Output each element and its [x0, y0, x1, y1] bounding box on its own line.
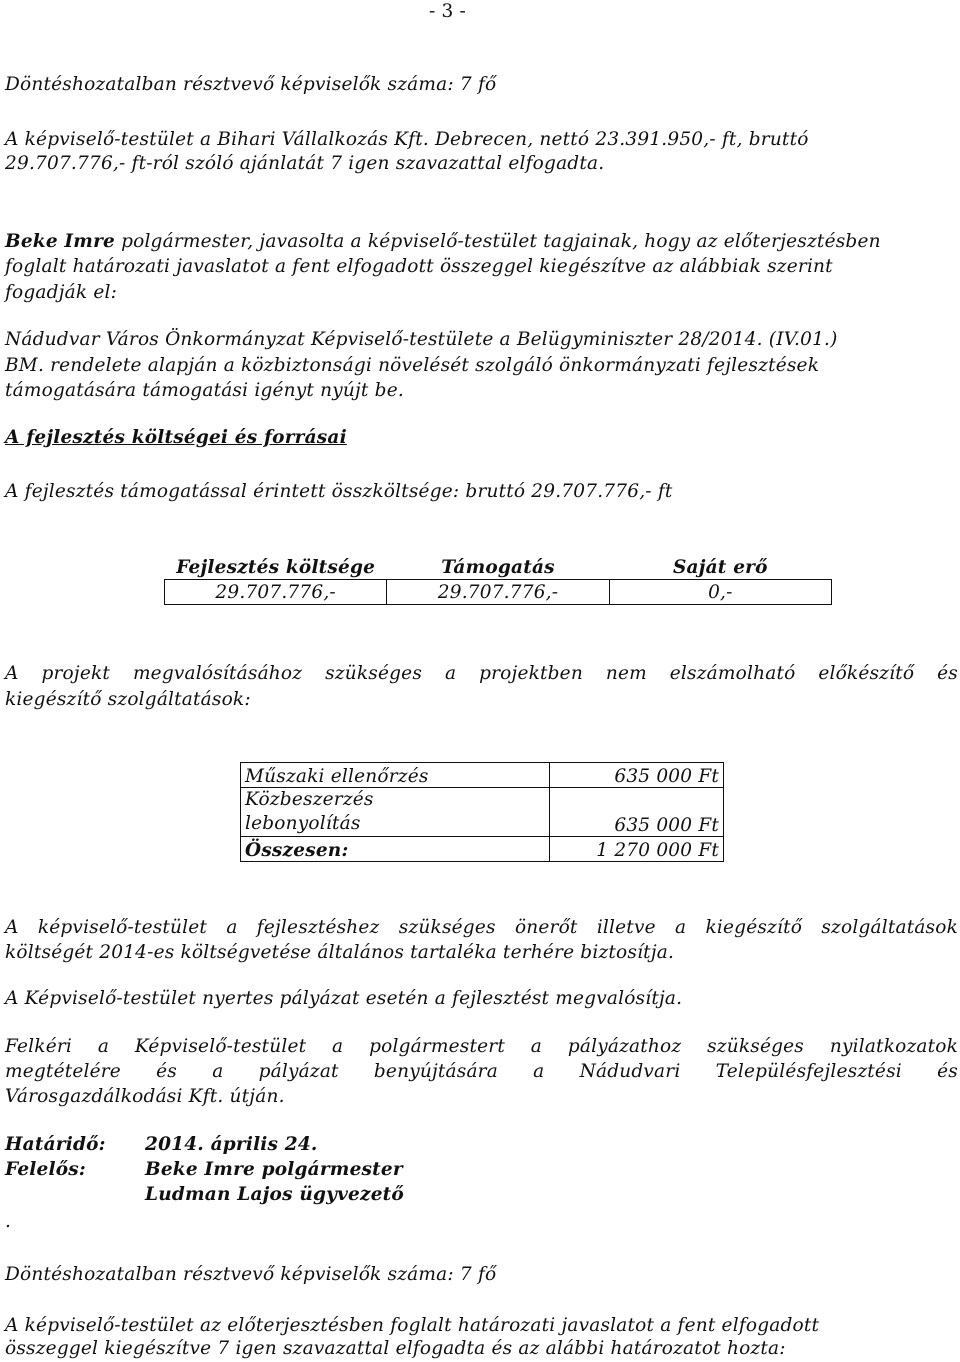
cost-header-support: Támogatás	[387, 555, 609, 580]
services-total-amount: 1 270 000 Ft	[549, 837, 723, 862]
word: kiegészítő	[705, 917, 803, 938]
word: a	[530, 1036, 542, 1057]
word: előkészítő	[818, 663, 915, 684]
service-label	[241, 788, 550, 837]
dot: .	[5, 1211, 12, 1232]
services-total-row	[241, 837, 724, 862]
service-label-part-1: Közbeszerzés	[245, 789, 374, 810]
services-row	[241, 763, 724, 788]
mayor-name: Beke Imre	[5, 231, 115, 252]
word: és	[156, 1061, 177, 1082]
word: megvalósításához	[132, 663, 303, 684]
page-number: - 3 -	[428, 1, 467, 22]
word: nem	[605, 663, 647, 684]
service-amount: 635 000 Ft	[549, 788, 723, 837]
word: polgármestert	[369, 1036, 505, 1057]
services-total-label: Összesen:	[241, 837, 550, 862]
responsible-label: Felelős:	[5, 1159, 86, 1180]
reserve-line-1	[5, 916, 958, 940]
cost-header-own-contribution: Saját erő	[609, 555, 831, 580]
word: benyújtására	[373, 1061, 498, 1082]
responsible-value-2: Ludman Lajos ügyvezető	[145, 1184, 404, 1205]
services-table	[240, 762, 724, 862]
costs-heading: A fejlesztés költségei és forrásai	[5, 427, 347, 448]
word: Nádudvari	[579, 1061, 681, 1082]
service-amount: 635 000 Ft	[549, 763, 723, 788]
request-line-2	[5, 1060, 958, 1084]
word: Felkéri	[5, 1036, 73, 1057]
word: szükséges	[325, 663, 423, 684]
vote-count-line: Döntéshozatalban résztvevő képviselők száma: 7 fő	[5, 74, 497, 95]
word: A	[5, 663, 19, 684]
word: szükséges	[707, 1036, 805, 1057]
proposal-line-1-rest: polgármester, javasolta a képviselő-testület tagjainak, hogy az előterjesztésben	[114, 231, 881, 252]
final-line-1: A képviselő-testület az előterjesztésben foglalt határozati javaslatot a fent elfogadott	[5, 1315, 820, 1336]
offer-line-1: A képviselő-testület a Bihari Vállalkozás Kft. Debrecen, nettó 23.391.950,- ft, bruttó	[5, 129, 809, 150]
word: a	[332, 1036, 344, 1057]
final-line-2: összeggel kiegészítve 7 igen szavazattal elfogadta és az alábbi határozatot hozta:	[5, 1338, 786, 1359]
service-label-part-2: lebonyolítás	[245, 813, 361, 834]
cost-value-development-cost: 29.707.776,-	[165, 580, 387, 605]
deadline-label: Határidő:	[5, 1134, 106, 1155]
word: fejlesztéshez	[256, 917, 380, 938]
word: pályázat	[258, 1061, 339, 1082]
cost-value-own-contribution: 0,-	[609, 580, 831, 605]
reserve-line-2: költségét 2014-es költségvetése általános tartaléka terhére biztosítja.	[5, 942, 675, 963]
proposal-line-3: fogadják el:	[5, 282, 118, 303]
word: a	[533, 1061, 545, 1082]
services-row	[241, 788, 724, 837]
word: Képviselő-testület	[134, 1036, 307, 1057]
word: a	[675, 917, 687, 938]
word: projekt	[41, 663, 111, 684]
word: a	[212, 1061, 224, 1082]
word: Településfejlesztési	[715, 1061, 902, 1082]
word: és	[937, 1061, 958, 1082]
offer-line-2: 29.707.776,- ft-ról szóló ajánlatát 7 igen szavazattal elfogadta.	[5, 153, 605, 174]
proposal-line-1	[5, 230, 881, 254]
word: illetve	[596, 917, 656, 938]
cost-value-support: 29.707.776,-	[387, 580, 609, 605]
word: a	[226, 917, 238, 938]
resolution-line-3: támogatására támogatási igényt nyújt be.	[5, 380, 404, 401]
project-line-1	[5, 662, 958, 686]
word: A	[5, 917, 19, 938]
service-label: Műszaki ellenőrzés	[241, 763, 550, 788]
word: a	[97, 1036, 110, 1057]
total-cost-line: A fejlesztés támogatással érintett összköltsége: bruttó 29.707.776,- ft	[5, 481, 673, 502]
deadline-value: 2014. április 24.	[145, 1134, 318, 1155]
cost-table	[164, 555, 832, 605]
word: megtételére	[5, 1061, 121, 1082]
word: nyilatkozatok	[829, 1036, 958, 1057]
word: pályázathoz	[567, 1036, 682, 1057]
cost-header-development-cost: Fejlesztés költsége	[165, 555, 387, 580]
cost-table-header-row	[165, 555, 832, 580]
project-line-2: kiegészítő szolgáltatások:	[5, 689, 251, 710]
word: projektben	[479, 663, 583, 684]
word: önerőt	[514, 917, 578, 938]
word: és	[937, 663, 958, 684]
request-line-1	[5, 1035, 958, 1059]
vote-count-line: Döntéshozatalban résztvevő képviselők száma: 7 fő	[5, 1264, 497, 1285]
word: a	[444, 663, 457, 684]
responsible-value-1: Beke Imre polgármester	[145, 1159, 403, 1180]
proposal-line-2: foglalt határozati javaslatot a fent elfogadott összeggel kiegészítve az alábbiak szerint	[5, 256, 833, 277]
resolution-line-2: BM. rendelete alapján a közbiztonsági növelését szolgáló önkormányzati fejlesztések	[5, 355, 820, 376]
resolution-line-1: Nádudvar Város Önkormányzat Képviselő-testülete a Belügyminiszter 28/2014. (IV.01.)	[5, 329, 838, 350]
implementation-line: A Képviselő-testület nyertes pályázat esetén a fejlesztést megvalósítja.	[5, 988, 683, 1009]
cost-table-row	[165, 580, 832, 605]
word: szükséges	[398, 917, 496, 938]
word: szolgáltatások	[821, 917, 958, 938]
request-line-3: Városgazdálkodási Kft. útján.	[5, 1086, 285, 1107]
word: elszámolható	[669, 663, 796, 684]
word: képviselő-testület	[37, 917, 208, 938]
